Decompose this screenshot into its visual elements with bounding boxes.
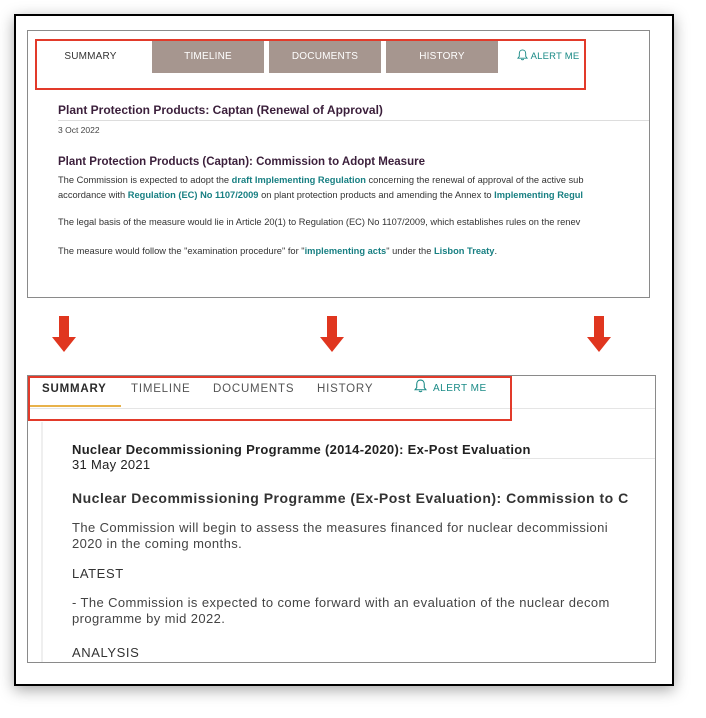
paragraph-1 — [72, 520, 655, 552]
paragraph-2: The legal basis of the measure would lie in Article 20(1) to Regulation (EC) No 1107/2009, which establishes rules on the renev — [58, 217, 581, 227]
text: on plant protection products and amending the Annex to — [258, 190, 495, 200]
text: The measure would follow the "examination procedure" for " — [58, 246, 305, 256]
alert-me-label: ALERT ME — [433, 383, 487, 394]
active-tab-underline — [28, 405, 121, 407]
new-ui-screenshot — [27, 375, 656, 663]
tab-history[interactable]: HISTORY — [386, 41, 498, 73]
latest-heading: LATEST — [72, 566, 124, 581]
text: The Commission will begin to assess the measures financed for nuclear decommissioni — [72, 520, 609, 535]
tab-timeline[interactable]: TIMELINE — [152, 41, 264, 73]
divider — [58, 120, 649, 121]
link-lisbon-treaty[interactable]: Lisbon Treaty — [433, 246, 495, 256]
paragraph-3 — [58, 244, 649, 259]
old-ui-screenshot — [27, 30, 650, 298]
link-implementing-acts[interactable]: implementing acts — [304, 246, 387, 256]
link-draft-regulation[interactable]: draft Implementing Regulation — [231, 175, 366, 185]
down-arrow-icon — [52, 316, 76, 352]
link-regulation-1107[interactable]: Regulation (EC) No 1107/2009 — [127, 190, 259, 200]
paragraph-1 — [58, 173, 649, 203]
tab-documents[interactable]: DOCUMENTS — [213, 383, 295, 395]
text: - The Commission is expected to come forward with an evaluation of the nuclear decom — [72, 595, 610, 610]
text: 2020 in the coming months. — [72, 536, 243, 551]
summary-content — [58, 87, 649, 259]
tab-bar — [34, 39, 638, 75]
divider — [502, 458, 655, 459]
page-title: Nuclear Decommissioning Programme (2014-2020): Ex-Post Evaluation — [72, 442, 531, 457]
page-date: 3 Oct 2022 — [58, 125, 100, 135]
analysis-heading: ANALYSIS — [72, 645, 140, 660]
down-arrow-icon — [587, 316, 611, 352]
tab-documents[interactable]: DOCUMENTS — [269, 41, 381, 73]
text: The Commission is expected to adopt the — [58, 175, 232, 185]
summary-content — [72, 442, 655, 660]
bell-icon — [414, 379, 427, 393]
tab-alert-me[interactable] — [414, 376, 487, 408]
text: " under the — [386, 246, 434, 256]
page-date: 31 May 2021 — [72, 457, 151, 472]
sidebar-divider — [41, 422, 43, 662]
tab-timeline[interactable]: TIMELINE — [131, 383, 191, 395]
text: concerning the renewal of approval of the active sub — [365, 175, 584, 185]
alert-me-label: ALERT ME — [530, 51, 580, 62]
section-heading: Plant Protection Products (Captan): Commission to Adopt Measure — [58, 156, 425, 168]
text: . — [494, 246, 498, 256]
latest-paragraph — [72, 595, 655, 627]
tab-alert-me[interactable] — [508, 41, 588, 73]
page-title: Plant Protection Products: Captan (Renewal of Approval) — [58, 103, 383, 117]
tab-bar — [28, 376, 655, 409]
link-implementing-regulation[interactable]: Implementing Regul — [494, 190, 584, 200]
text: accordance with — [58, 190, 128, 200]
tab-summary[interactable]: SUMMARY — [34, 41, 147, 73]
down-arrow-icon — [320, 316, 344, 352]
tab-summary[interactable] — [42, 376, 107, 408]
bell-icon — [517, 49, 528, 61]
text: programme by mid 2022. — [72, 611, 226, 626]
section-heading: Nuclear Decommissioning Programme (Ex-Post Evaluation): Commission to C — [72, 490, 629, 506]
tab-history[interactable]: HISTORY — [317, 383, 374, 395]
tab-label: SUMMARY — [42, 383, 107, 395]
